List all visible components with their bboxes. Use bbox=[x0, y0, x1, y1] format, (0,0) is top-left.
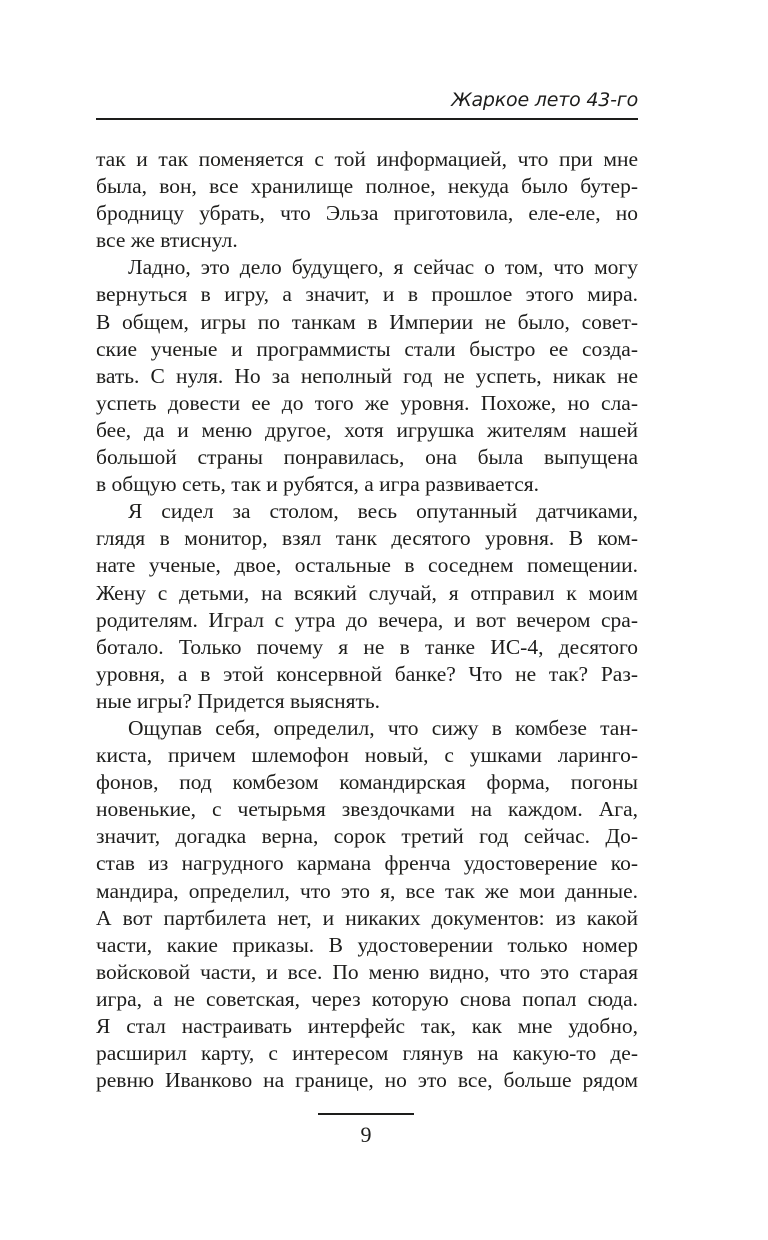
text-line: Я сидел за столом, весь опутанный датчиками, bbox=[128, 499, 638, 524]
text-line: В общем, игры по танкам в Империи не было, совет- bbox=[96, 309, 638, 334]
text-line: ботало. Только почему я не в танке ИС-4, десятого bbox=[96, 634, 638, 659]
paragraph bbox=[96, 146, 638, 254]
text-line: нате ученые, двое, остальные в соседнем помещении. bbox=[96, 553, 638, 578]
text-line: мандира, определил, что это я, все так же мои данные. bbox=[96, 878, 638, 903]
text-line: бродницу убрать, что Эльза приготовила, еле-еле, но bbox=[96, 201, 638, 226]
text-line: родителям. Играл с утра до вечера, и вот вечером сра- bbox=[96, 607, 638, 632]
text-line: Я стал настраивать интерфейс так, как мне удобно, bbox=[96, 1014, 638, 1038]
text-line: Ощупав себя, определил, что сижу в комбезе тан- bbox=[128, 715, 638, 740]
text-line: А вот партбилета нет, и никаких документов: из какой bbox=[96, 905, 638, 930]
text-line: киста, причем шлемофон новый, с ушками ларинго- bbox=[96, 743, 638, 768]
paragraph bbox=[96, 498, 638, 715]
running-head: Жаркое лето 43-го bbox=[451, 89, 638, 111]
text-line: уровня, а в этой консервной банке? Что не так? Раз- bbox=[96, 661, 638, 686]
text-line: так и так поменяется с той информацией, что при мне bbox=[96, 147, 638, 171]
text-line: вать. С нуля. Но за неполный год не успеть, никак не bbox=[96, 363, 638, 388]
text-line: в общую сеть, так и рубятся, а игра развивается. bbox=[96, 472, 539, 497]
text-line: части, какие приказы. В удостоверении только номер bbox=[96, 932, 638, 957]
text-line: большой страны понравилась, она была выпущена bbox=[96, 445, 638, 470]
text-line: игра, а не советская, через которую снова попал сюда. bbox=[96, 986, 638, 1011]
text-line: фонов, под комбезом командирская форма, погоны bbox=[96, 770, 638, 795]
text-line: ные игры? Придется выяснять. bbox=[96, 688, 381, 713]
text-line: войсковой части, и все. По меню видно, что это старая bbox=[96, 959, 638, 984]
header-rule bbox=[96, 118, 638, 120]
text-line: все же втиснул. bbox=[96, 228, 238, 253]
text-line: вернуться в игру, а значит, и в прошлое этого мира. bbox=[96, 282, 638, 307]
text-line: Жену с детьми, на всякий случай, я отправил к моим bbox=[96, 580, 638, 605]
text-line: глядя в монитор, взял танк десятого уровня. В ком- bbox=[96, 526, 638, 551]
text-line: Ладно, это дело будущего, я сейчас о том, что могу bbox=[128, 255, 638, 280]
text-line: была, вон, все хранилище полное, некуда было бутер- bbox=[96, 174, 638, 199]
text-line: став из нагрудного кармана френча удостоверение ко- bbox=[96, 851, 638, 876]
text-line: бее, да и меню другое, хотя игрушка жителям нашей bbox=[96, 417, 638, 442]
footer-rule bbox=[318, 1113, 414, 1115]
text-line: расширил карту, с интересом глянув на какую-то де- bbox=[96, 1041, 638, 1066]
body-text bbox=[96, 146, 638, 1094]
text-line: ревню Иванково на границе, но это все, больше рядом bbox=[96, 1068, 638, 1093]
paragraph bbox=[96, 254, 638, 498]
text-line: успеть довести ее до того же уровня. Похоже, но сла- bbox=[96, 390, 638, 415]
paragraph bbox=[96, 715, 638, 1094]
text-line: значит, догадка верна, сорок третий год сейчас. До- bbox=[96, 824, 638, 849]
text-line: новенькие, с четырьмя звездочками на каждом. Ага, bbox=[96, 797, 638, 822]
text-line: ские ученые и программисты стали быстро ее созда- bbox=[96, 336, 638, 361]
page-number: 9 bbox=[360, 1122, 372, 1147]
